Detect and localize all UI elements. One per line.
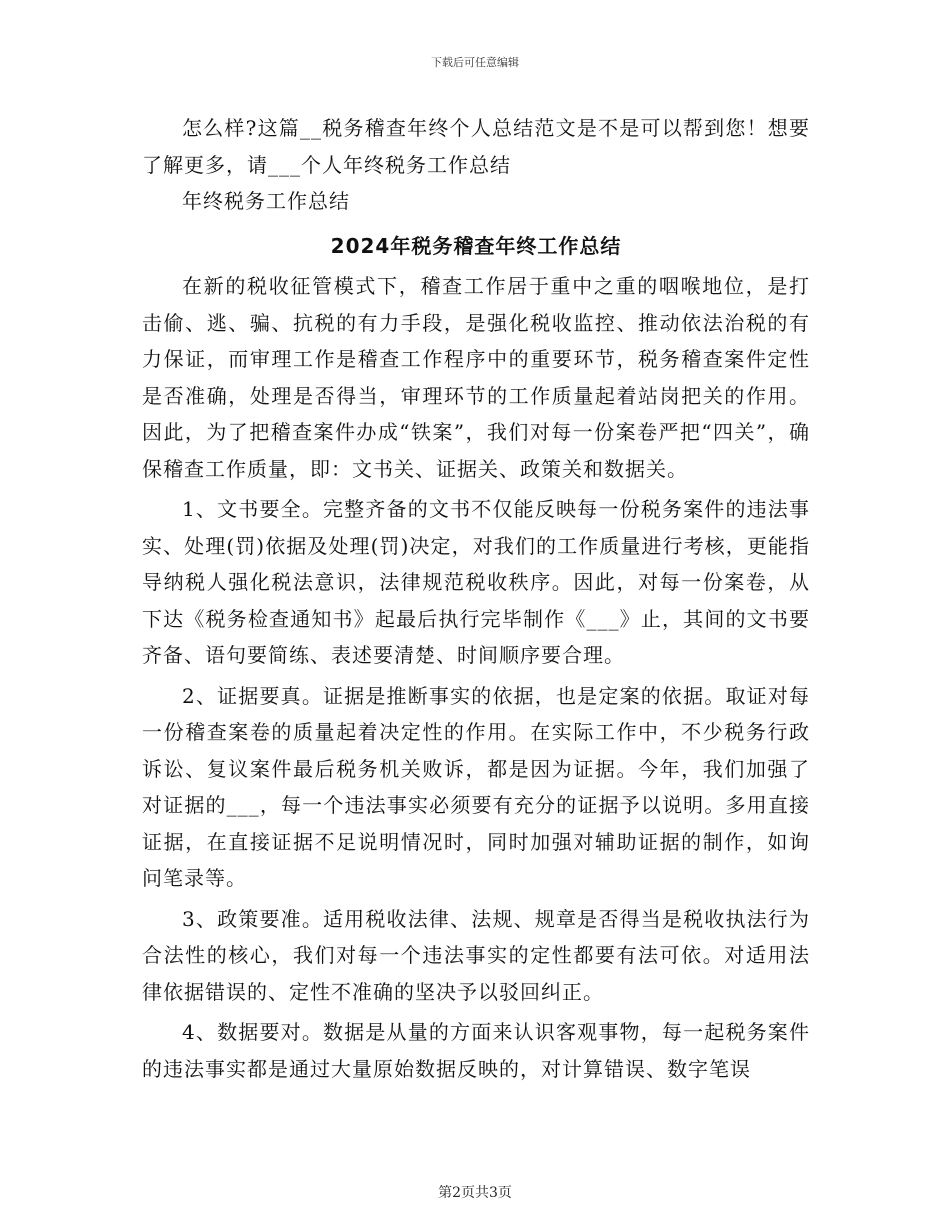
body-paragraph-3: 2、证据要真。证据是推断事实的依据，也是定案的依据。取证对每一份稽查案卷的质量起着决定性的作用。在实际工作中，不少税务行政诉讼、复议案件最后税务机关败诉，都是因为证据。今年，我们加强了对证据的___，每一个违法事实必须要有充分的证据予以说明。多用直接证据，在直接证据不足说明情况时，同时加强对辅助证据的制作，如询问笔录等。 <box>142 683 810 890</box>
document-title: 2024年税务稽查年终工作总结 <box>330 233 622 258</box>
body-paragraph-1: 在新的税收征管模式下，稽查工作居于重中之重的咽喉地位，是打击偷、逃、骗、抗税的有力手段，是强化税收监控、推动依法治税的有力保证，而审理工作是稽查工作程序中的重要环节，税务稽查案件定性是否准确，处理是否得当，审理环节的工作质量起着站岗把关的作用。因此，为了把稽查案件办成“铁案”，我们对每一份案卷严把“四关”，确保稽查工作质量，即：文书关、证据关、政策关和数据关。 <box>142 274 810 481</box>
link-paragraph: 年终税务工作总结 <box>182 189 350 213</box>
page-header: 下载后可任意编辑 <box>431 56 519 69</box>
body-paragraph-2: 1、文书要全。完整齐备的文书不仅能反映每一份税务案件的违法事实、处理(罚)依据及处理(罚)决定，对我们的工作质量进行考核，更能指导纳税人强化税法意识，法律规范税收秩序。因此，对每一份案卷，从下达《税务检查通知书》起最后执行完毕制作《___》止，其间的文书要齐备、语句要简练、表述要清楚、时间顺序要合理。 <box>142 497 810 667</box>
page-footer: 第2页共3页 <box>438 1185 512 1201</box>
body-paragraph-5: 4、数据要对。数据是从量的方面来认识客观事物，每一起税务案件的违法事实都是通过大量原始数据反映的，对计算错误、数字笔误 <box>142 1020 810 1081</box>
intro-paragraph: 怎么样?这篇__税务稽查年终个人总结范文是不是可以帮到您！想要了解更多，请___个人年终税务工作总结 <box>142 116 810 177</box>
body-paragraph-4: 3、政策要准。适用税收法律、法规、规章是否得当是税收执法行为合法性的核心，我们对每一个违法事实的定性都要有法可依。对适用法律依据错误的、定性不准确的坚决予以驳回纠正。 <box>142 906 810 1004</box>
document-body <box>142 110 810 1087</box>
